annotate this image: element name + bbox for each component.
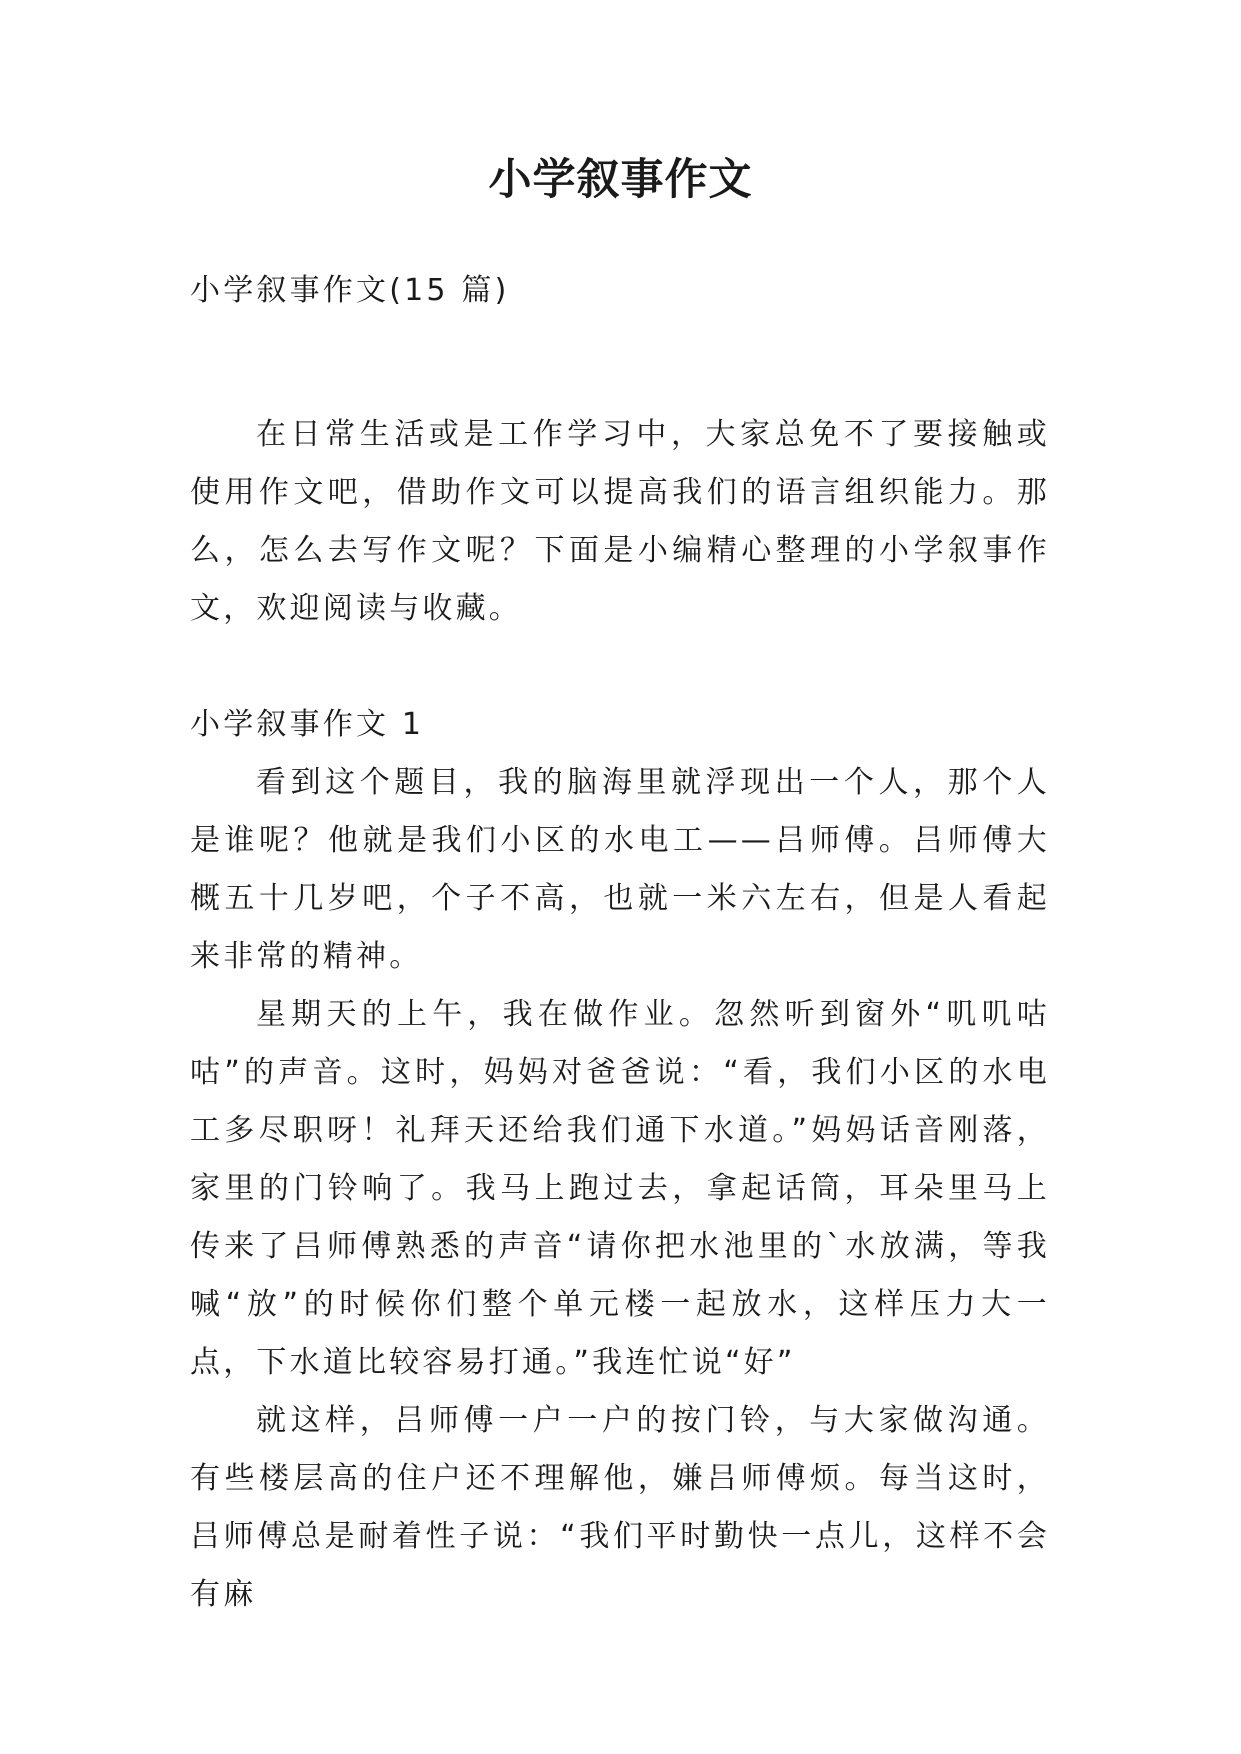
essay-paragraph: 星期天的上午，我在做作业。忽然听到窗外“叽叽咕咕”的声音。这时，妈妈对爸爸说：“看，我们小区的水电工多尽职呀！礼拜天还给我们通下水道。”妈妈话音刚落，家里的门铃响了。我马上跑过去，拿起话筒，耳朵里马上传来了吕师傅熟悉的声音“请你把水池里的`水放满，等我喊“放”的时候你们整个单元楼一起放水，这样压力大一点，下水道比较容易打通。”我连忙说“好” bbox=[190, 997, 1050, 1380]
intro-paragraph: 在日常生活或是工作学习中，大家总免不了要接触或使用作文吧，借助作文可以提高我们的语言组织能力。那么，怎么去写作文呢？下面是小编精心整理的小学叙事作文，欢迎阅读与收藏。 bbox=[190, 417, 1050, 626]
document-subtitle: 小学叙事作文(15 篇) bbox=[190, 273, 510, 308]
essay-paragraph: 就这样，吕师傅一户一户的按门铃，与大家做沟通。有些楼层高的住户还不理解他，嫌吕师傅烦。每当这时，吕师傅总是耐着性子说：“我们平时勤快一点儿，这样不会有麻 bbox=[190, 1403, 1050, 1612]
essay-section bbox=[190, 696, 1050, 1624]
document-title: 小学叙事作文 bbox=[488, 155, 753, 205]
essay-paragraph: 看到这个题目，我的脑海里就浮现出一个人，那个人是谁呢？他就是我们小区的水电工——吕师傅。吕师傅大概五十几岁吧，个子不高，也就一米六左右，但是人看起来非常的精神。 bbox=[190, 765, 1050, 974]
essay-heading: 小学叙事作文 1 bbox=[190, 707, 425, 742]
